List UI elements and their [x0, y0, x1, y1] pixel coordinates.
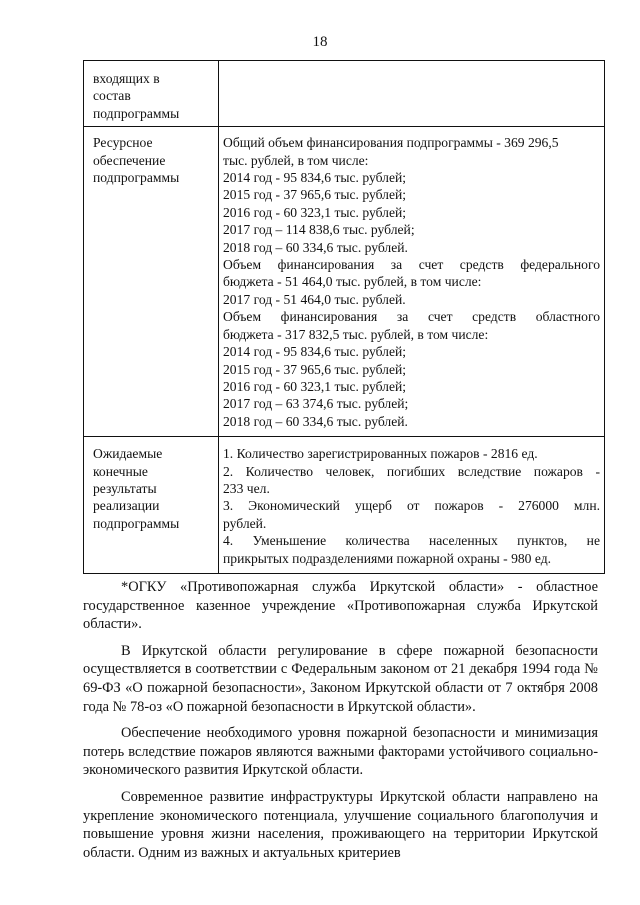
- value-line: бюджета - 51 464,0 тыс. рублей, в том числе:: [223, 274, 482, 290]
- value-line: Объем финансирования за счет средств федерального: [223, 257, 600, 273]
- table-row: [84, 61, 605, 127]
- label-line: подпрограммы: [93, 105, 180, 121]
- label-line: Ресурсное: [93, 135, 153, 151]
- label-line: реализации: [93, 498, 160, 514]
- paragraph-safety-level: Обеспечение необходимого уровня пожарной безопасности и минимизация потерь вследствие пожаров являются важными факторами устойчивого социально-экономического развития Иркутской области.: [83, 725, 598, 779]
- paragraph-footnote: *ОГКУ «Противопожарная служба Иркутской области» - областное государственное казенное учреждение «Противопожарная служба Иркутской области».: [83, 579, 598, 633]
- value-line: тыс. рублей, в том числе:: [223, 152, 369, 168]
- value-line: 1. Количество зарегистрированных пожаров - 2816 ед.: [223, 446, 538, 462]
- label-line: подпрограммы: [93, 515, 180, 531]
- table-row: [84, 437, 605, 574]
- row-value-cell: [219, 61, 605, 127]
- value-line: 3. Экономический ущерб от пожаров - 276000 млн.: [223, 498, 600, 514]
- row-value-cell: [219, 437, 605, 574]
- value-line: бюджета - 317 832,5 тыс. рублей, в том числе:: [223, 326, 489, 342]
- page-number: 18: [312, 34, 328, 50]
- value-line: 2018 год – 60 334,6 тыс. рублей.: [223, 239, 408, 255]
- value-line: прикрытых подразделениями пожарной охраны - 980 ед.: [223, 550, 552, 566]
- subprogram-passport-table: [83, 60, 605, 574]
- label-line: результаты: [93, 480, 157, 496]
- value-line: Объем финансирования за счет средств областного: [223, 309, 600, 325]
- value-line: 2018 год – 60 334,6 тыс. рублей.: [223, 413, 408, 429]
- row-value-cell: [219, 127, 605, 437]
- value-line: 2. Количество человек, погибших вследствие пожаров -: [223, 463, 600, 479]
- value-line: 2016 год - 60 323,1 тыс. рублей;: [223, 378, 407, 394]
- label-line: конечные: [93, 463, 148, 479]
- value-line: Общий объем финансирования подпрограммы - 369 296,5: [223, 135, 559, 151]
- value-line: 2016 год - 60 323,1 тыс. рублей;: [223, 204, 407, 220]
- value-line: рублей.: [223, 515, 267, 531]
- body-text: [83, 578, 598, 862]
- value-line: 2014 год - 95 834,6 тыс. рублей;: [223, 344, 407, 360]
- value-line: 2015 год - 37 965,6 тыс. рублей;: [223, 361, 407, 377]
- table-row: [84, 127, 605, 437]
- value-line: 2017 год – 63 374,6 тыс. рублей;: [223, 396, 409, 412]
- value-line: 2015 год - 37 965,6 тыс. рублей;: [223, 187, 407, 203]
- label-line: подпрограммы: [93, 170, 180, 186]
- row-label-cell: [84, 61, 219, 127]
- label-line: входящих в: [93, 71, 160, 86]
- value-line: 233 чел.: [223, 480, 270, 496]
- row-label-cell: [84, 437, 219, 574]
- paragraph-regulation: В Иркутской области регулирование в сфере пожарной безопасности осуществляется в соответствии с Федеральным законом от 21 декабря 1994 года № 69-ФЗ «О пожарной безопасности», Законом Иркутской области от 7 октября 2008 года № 78-оз «О пожарной безопасности в Иркутской области».: [83, 642, 598, 715]
- row-label-cell: [84, 127, 219, 437]
- value-line: 2014 год - 95 834,6 тыс. рублей;: [223, 170, 407, 186]
- value-line: 2017 год – 114 838,6 тыс. рублей;: [223, 222, 415, 238]
- paragraph-infrastructure: Современное развитие инфраструктуры Иркутской области направлено на укрепление экономического потенциала, улучшение социального благополучия и повышение уровня жизни населения, проживающего на территории Иркутской области. Одним из важных и актуальных критериев: [83, 788, 598, 861]
- label-line: обеспечение: [93, 152, 166, 168]
- label-line: состав: [93, 88, 131, 104]
- value-line: 4. Уменьшение количества населенных пунктов, не: [223, 533, 600, 549]
- value-line: 2017 год - 51 464,0 тыс. рублей.: [223, 291, 406, 307]
- label-line: Ожидаемые: [93, 446, 163, 462]
